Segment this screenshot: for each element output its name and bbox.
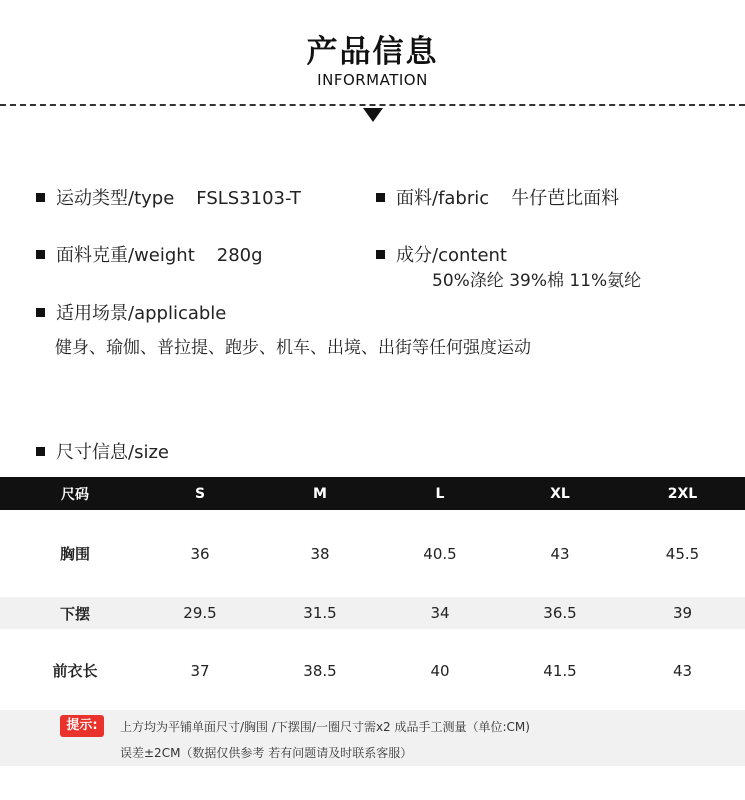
- table-row-label: 下摆: [59, 604, 90, 623]
- table-header-cell: 尺码: [61, 486, 89, 503]
- spec-fabric: [376, 184, 619, 210]
- table-row: [0, 510, 745, 597]
- note-badge: 提示:: [60, 715, 104, 737]
- spec-applicable: [36, 299, 226, 325]
- down-triangle-icon: [363, 108, 383, 122]
- table-row: [0, 597, 745, 629]
- spec-applicable-value: 健身、瑜伽、普拉提、跑步、机车、出境、出街等任何强度运动: [55, 338, 531, 358]
- bullet-icon: [36, 447, 45, 456]
- spec-size: [36, 438, 169, 464]
- table-cell: 38: [310, 544, 330, 563]
- table-row: [0, 629, 745, 712]
- table-cell: 29.5: [183, 604, 217, 622]
- bullet-icon: [376, 193, 385, 202]
- table-row-label: 胸围: [59, 545, 90, 563]
- table-cell: 43: [550, 544, 570, 563]
- size-table-header: [0, 477, 745, 510]
- spec-fabric-label: 面料/fabric: [396, 188, 490, 209]
- table-cell: 36: [190, 544, 210, 563]
- table-cell: 31.5: [303, 604, 337, 622]
- table-cell: 40.5: [423, 544, 457, 563]
- spec-content-label: 成分/content: [396, 245, 507, 266]
- table-header-cell: S: [194, 485, 206, 502]
- table-header-cell: L: [435, 485, 445, 502]
- size-table: [0, 477, 745, 712]
- spec-type-value: FSLS3103-T: [196, 188, 301, 209]
- spec-weight-value: 280g: [216, 245, 263, 266]
- bullet-icon: [376, 250, 385, 259]
- table-cell: 39: [672, 604, 693, 622]
- spec-content-value: 50%涤纶 39%棉 11%氨纶: [432, 271, 642, 291]
- measurement-note: [0, 710, 745, 766]
- spec-fabric-value: 牛仔芭比面料: [511, 188, 620, 209]
- page-title: 产品信息: [306, 34, 439, 70]
- spec-weight-label: 面料克重/weight: [56, 245, 195, 266]
- page-subtitle: INFORMATION: [317, 71, 428, 89]
- spec-content: [376, 241, 507, 267]
- table-header-cell: M: [313, 485, 327, 502]
- spec-type-label: 运动类型/type: [56, 188, 175, 209]
- table-cell: 45.5: [665, 544, 700, 563]
- spec-type: [36, 184, 301, 210]
- table-cell: 41.5: [543, 661, 577, 680]
- table-header-cell: 2XL: [667, 485, 698, 502]
- table-row-label: 前衣长: [52, 662, 98, 680]
- spec-applicable-label: 适用场景/applicable: [56, 303, 227, 324]
- divider-dashed: [0, 104, 745, 106]
- bullet-icon: [36, 250, 45, 259]
- table-cell: 40: [430, 661, 450, 680]
- table-header-cell: XL: [550, 485, 570, 502]
- note-line-2: 误差±2CM（数据仅供参考 若有问题请及时联系客服）: [120, 746, 413, 760]
- bullet-icon: [36, 193, 45, 202]
- note-line-1: 上方均为平铺单面尺寸/胸围 /下摆围/一圈尺寸需x2 成品手工测量（单位:CM): [120, 720, 530, 734]
- spec-weight: [36, 241, 263, 267]
- spec-size-label: 尺寸信息/size: [56, 442, 169, 463]
- bullet-icon: [36, 308, 45, 317]
- table-cell: 36.5: [543, 604, 577, 622]
- table-cell: 38.5: [303, 661, 337, 680]
- table-cell: 37: [190, 661, 210, 680]
- table-cell: 43: [672, 661, 693, 680]
- table-cell: 34: [430, 604, 450, 622]
